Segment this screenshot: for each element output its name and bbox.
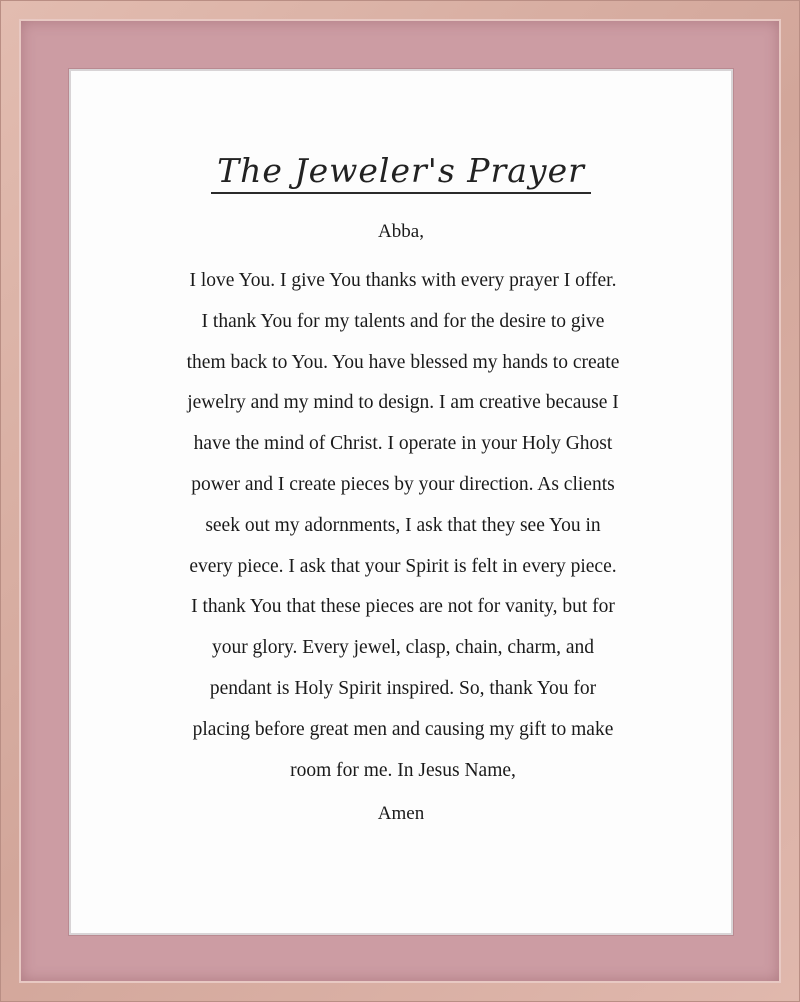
body-line: I thank You for my talents and for the desire to give <box>201 310 605 332</box>
body-line: placing before great men and causing my gift to make <box>192 718 614 740</box>
salutation: Abba, <box>378 221 424 242</box>
body-line: jewelry and my mind to design. I am creative because I <box>187 392 619 414</box>
closing: Amen <box>377 803 425 824</box>
body-line: room for me. In Jesus Name, <box>290 759 516 781</box>
body-line: I love You. I give You thanks with every prayer I offer. <box>189 270 617 291</box>
body-line: have the mind of Christ. I operate in your Holy Ghost <box>193 433 613 455</box>
body-line: them back to You. You have blessed my hands to create <box>186 351 620 373</box>
body-line: power and I create pieces by your direction. As clients <box>191 473 615 495</box>
body-line: pendant is Holy Spirit inspired. So, thank You for <box>209 677 597 699</box>
body-line: seek out my adornments, I ask that they see You in <box>205 514 601 536</box>
body-line: your glory. Every jewel, clasp, chain, charm, and <box>211 637 595 659</box>
document-title <box>71 151 731 194</box>
body-line: every piece. I ask that your Spirit is felt in every piece. <box>189 555 617 577</box>
body-line: I thank You that these pieces are not for vanity, but for <box>191 596 615 618</box>
title-text: The Jeweler's Prayer <box>211 151 591 194</box>
prayer-body <box>111 261 695 791</box>
prayer-document <box>69 69 733 935</box>
